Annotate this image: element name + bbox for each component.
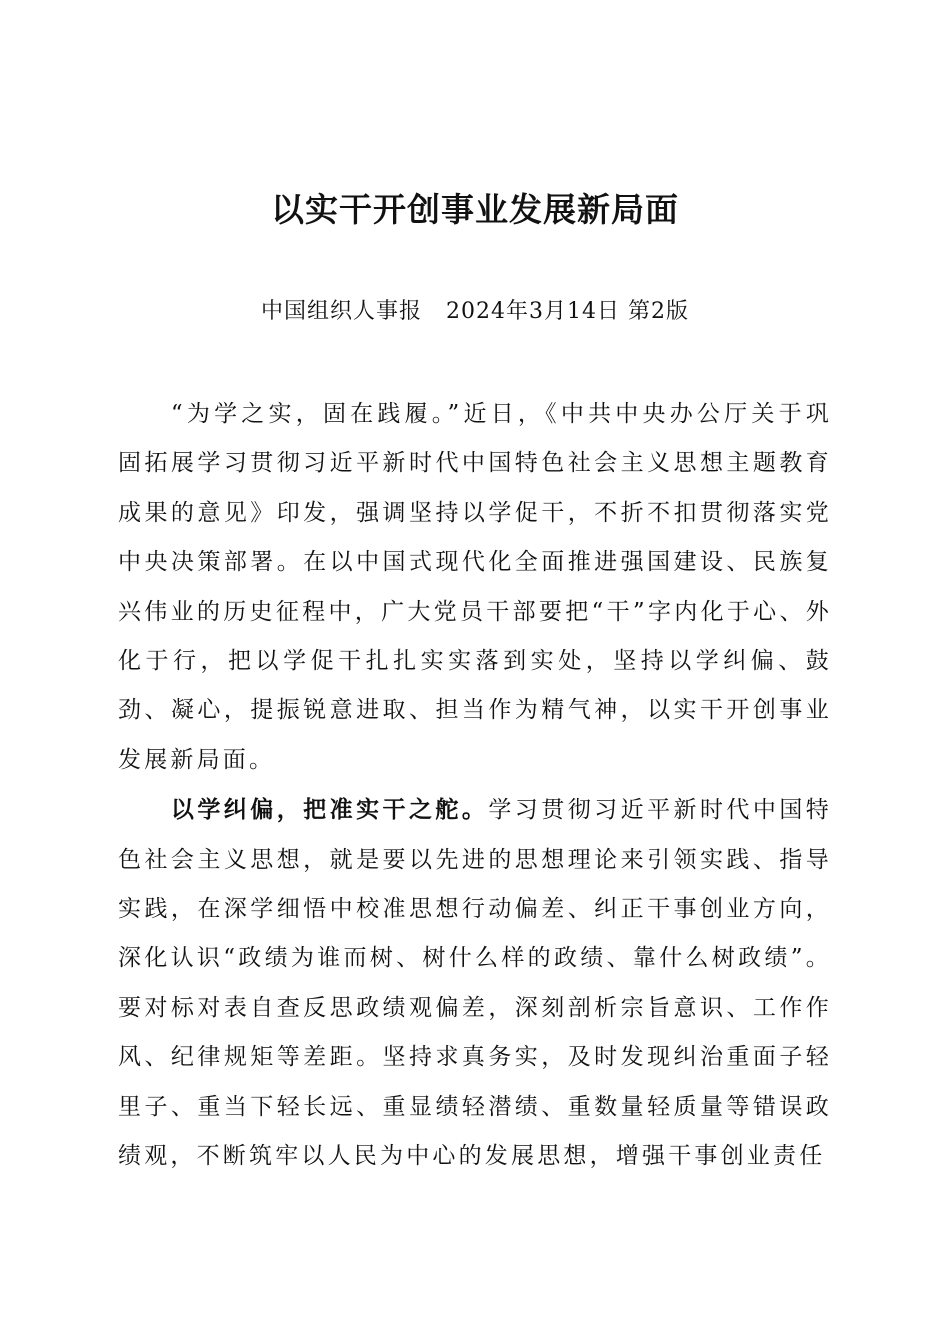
paragraph-2-lead-heading: 以学纠偏，把准实干之舵。 xyxy=(170,796,489,824)
article-body xyxy=(118,390,832,1182)
paragraph-2-text: 学习贯彻习近平新时代中国特色社会主义思想，就是要以先进的思想理论来引领实践、指导实践，在深学细悟中校准思想行动偏差、纠正干事创业方向，深化认识“政绩为谁而树、树什么样的政绩、靠什么树政绩”。要对标对表自查反思政绩观偏差，深刻剖析宗旨意识、工作作风、纪律规矩等差距。坚持求真务实，及时发现纠治重面子轻里子、重当下轻长远、重显绩轻潜绩、重数量轻质量等错误政绩观，不断筑牢以人民为中心的发展思想，增强干事创业责任 xyxy=(118,797,832,1170)
paragraph-2 xyxy=(118,785,832,1181)
article-source-line xyxy=(0,294,950,330)
publication-name: 中国组织人事报 xyxy=(261,299,423,324)
article-title: 以实干开创事业发展新局面 xyxy=(271,190,679,229)
publication-date: 2024年3月14日 xyxy=(446,299,620,324)
paragraph-1-text: “为学之实，固在践履。”近日，《中共中央办公厅关于巩固拓展学习贯彻习近平新时代中国特色社会主义思想主题教育成果的意见》印发，强调坚持以学促干，不折不扣贯彻落实党中央决策部署。在以中国式现代化全面推进强国建设、民族复兴伟业的历史征程中，广大党员干部要把“干”字内化于心、外化于行，把以学促干扎扎实实落到实处，坚持以学纠偏、鼓劲、凝心，提振锐意进取、担当作为精气神，以实干开创事业发展新局面。 xyxy=(118,401,832,773)
page-number: 第2版 xyxy=(627,299,689,324)
paragraph-1 xyxy=(118,390,832,785)
